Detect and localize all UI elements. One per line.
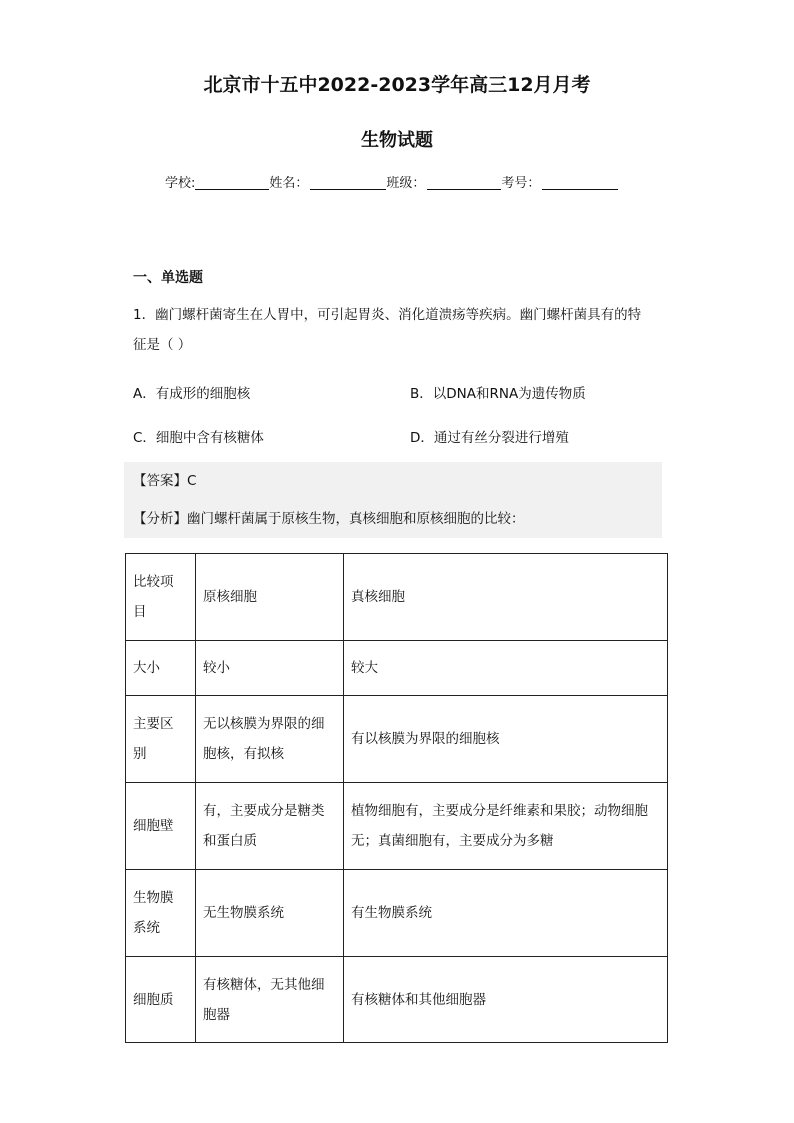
page-subtitle: 生物试题: [361, 130, 433, 151]
comparison-table: [125, 553, 668, 1043]
table-row: [126, 783, 668, 870]
table-cell: 有核糖体，无其他细 胞器: [196, 957, 344, 1043]
table-cell: 较大: [344, 641, 668, 696]
table-row: [126, 870, 668, 957]
table-row: [126, 641, 668, 696]
option-a: A．有成形的细胞核: [133, 386, 251, 402]
table-cell: 有以核膜为界限的细胞核: [344, 696, 668, 783]
name-label: 姓名：: [269, 176, 309, 191]
analysis-text: 【分析】幽门螺杆菌属于原核生物，真核细胞和原核细胞的比较：: [133, 511, 525, 527]
table-cell: 有，主要成分是糖类 和蛋白质: [196, 783, 344, 870]
option-b: B．以DNA和RNA为遗传物质: [410, 386, 586, 402]
student-info-line: [165, 172, 618, 191]
table-cell: 无以核膜为界限的细 胞核，有拟核: [196, 696, 344, 783]
option-d: D．通过有丝分裂进行增殖: [410, 430, 569, 446]
table-cell: 植物细胞有，主要成分是纤维素和果胶；动物细胞 无；真菌细胞有，主要成分为多糖: [344, 783, 668, 870]
school-label: 学校:: [165, 176, 196, 191]
answer-box: [124, 462, 662, 538]
table-row: [126, 696, 668, 783]
table-cell: 有核糖体和其他细胞器: [344, 957, 668, 1043]
table-cell: 真核细胞: [344, 554, 668, 641]
class-label: 班级：: [386, 176, 426, 191]
table-row: [126, 957, 668, 1043]
table-cell: 比较项 目: [126, 554, 196, 641]
school-blank: [195, 174, 269, 190]
class-blank: [427, 174, 501, 190]
table-header-row: [126, 554, 668, 641]
table-cell: 无生物膜系统: [196, 870, 344, 957]
exam-number-label: 考号：: [501, 176, 541, 191]
table-cell: 大小: [126, 641, 196, 696]
page-title: 北京市十五中2022-2023学年高三12月月考: [203, 74, 591, 96]
table-cell: 细胞质: [126, 957, 196, 1043]
exam-number-blank: [542, 174, 618, 190]
section-heading: 一、单选题: [133, 270, 203, 286]
table-cell: 较小: [196, 641, 344, 696]
table-cell: 有生物膜系统: [344, 870, 668, 957]
question-stem-line: 1．幽门螺杆菌寄生在人胃中，可引起胃炎、消化道溃疡等疾病。幽门螺杆菌具有的特: [133, 307, 642, 323]
option-c: C．细胞中含有核糖体: [133, 430, 264, 446]
question-stem-line: 征是（ ）: [133, 337, 192, 353]
name-blank: [310, 174, 386, 190]
table-cell: 主要区 别: [126, 696, 196, 783]
table-cell: 生物膜 系统: [126, 870, 196, 957]
question-stem: [133, 300, 663, 360]
table-cell: 原核细胞: [196, 554, 344, 641]
answer-text: 【答案】C: [133, 473, 197, 489]
table-cell: 细胞壁: [126, 783, 196, 870]
